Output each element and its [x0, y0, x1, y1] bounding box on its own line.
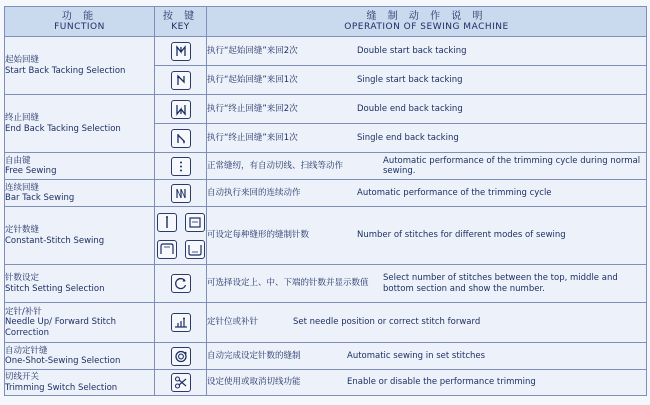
constant-stitch-operation: 可设定每种缝形的缝制针数 Number of stitches for different modes of sewing — [207, 207, 647, 265]
single-end-back-tack-icon[interactable] — [171, 129, 191, 148]
trimming-switch-key[interactable] — [155, 370, 207, 396]
scissors-icon[interactable] — [171, 373, 191, 392]
table-header-row — [5, 7, 647, 37]
constant-stitch-key-grid — [156, 212, 206, 260]
one-shot-sewing-icon[interactable] — [171, 347, 191, 366]
double-end-back-tack-icon[interactable] — [171, 100, 191, 119]
needle-position-icon[interactable] — [171, 313, 191, 332]
table-row — [5, 95, 647, 124]
bar-tack-icon[interactable] — [171, 184, 191, 203]
double-start-back-tack-icon[interactable] — [171, 42, 191, 61]
function-key-table — [4, 6, 647, 396]
start-back-tacking-function: 起始回缝 Start Back Tacking Selection — [5, 37, 155, 95]
one-shot-function: 自动定针缝 One-Shot-Sewing Selection — [5, 343, 155, 370]
free-sewing-icon[interactable] — [171, 157, 191, 176]
end-back-tacking-function: 终止回缝 End Back Tacking Selection — [5, 95, 155, 153]
bar-tack-key[interactable] — [155, 180, 207, 207]
table-row — [5, 37, 647, 66]
free-sewing-key[interactable] — [155, 153, 207, 180]
trimming-function: 切线开关 Trimming Switch Selection — [5, 370, 155, 396]
table-row — [5, 265, 647, 303]
straight-stitch-icon[interactable] — [157, 213, 177, 232]
bar-tack-function: 连续回缝 Bar Tack Sewing — [5, 180, 155, 207]
one-shot-sewing-key[interactable] — [155, 343, 207, 370]
needle-position-key[interactable] — [155, 303, 207, 343]
stitch-setting-operation: 可选择设定上、中、下端的针数并显示数值 Select number of stitches between the top, middle and bottom section and show the number. — [207, 265, 647, 303]
double-start-back-tack-operation: 执行“起始回缝”来回2次 Double start back tacking — [207, 37, 647, 66]
stitch-setting-function: 针数设定 Stitch Setting Selection — [5, 265, 155, 303]
free-sewing-operation: 正常缝纫，有自动切线、扫线等动作 Automatic performance of the trimming cycle during normal sewing. — [207, 153, 647, 180]
constant-stitch-keys — [155, 207, 207, 265]
trimming-operation: 设定使用或取消切线功能 Enable or disable the performance trimming — [207, 370, 647, 396]
table-row — [5, 153, 647, 180]
operation-header: 缝 制 动 作 说 明 OPERATION OF SEWING MACHINE — [207, 7, 647, 37]
single-start-back-tack-key[interactable] — [155, 66, 207, 95]
one-shot-operation: 自动完成设定针数的缝制 Automatic sewing in set stitches — [207, 343, 647, 370]
double-end-back-tack-key[interactable] — [155, 95, 207, 124]
double-end-back-tack-operation: 执行“终止回缝”来回2次 Double end back tacking — [207, 95, 647, 124]
needle-up-operation: 定针位或补针 Set needle position or correct stitch forward — [207, 303, 647, 343]
key-header: 按 键 KEY — [155, 7, 207, 37]
rectangle-stitch-icon[interactable] — [185, 213, 205, 232]
single-end-back-tack-operation: 执行“终止回缝”来回1次 Single end back tacking — [207, 124, 647, 153]
needle-up-function: 定针/补针 Needle Up/ Forward Stitch Correction — [5, 303, 155, 343]
table-row — [5, 207, 647, 265]
single-end-back-tack-key[interactable] — [155, 124, 207, 153]
constant-stitch-function: 定针数缝 Constant-Stitch Sewing — [5, 207, 155, 265]
m-pattern-stitch-icon[interactable] — [157, 240, 177, 259]
table-row — [5, 180, 647, 207]
table-row — [5, 370, 647, 396]
single-start-back-tack-icon[interactable] — [171, 71, 191, 90]
double-start-back-tack-key[interactable] — [155, 37, 207, 66]
w-pattern-stitch-icon[interactable] — [185, 240, 205, 259]
stitch-setting-cycle-icon[interactable] — [171, 274, 191, 293]
single-start-back-tack-operation: 执行“起始回缝”来回1次 Single start back tacking — [207, 66, 647, 95]
stitch-setting-key[interactable] — [155, 265, 207, 303]
free-sewing-function: 自由键 Free Sewing — [5, 153, 155, 180]
table-row — [5, 343, 647, 370]
bar-tack-operation: 自动执行来回的连续动作 Automatic performance of the trimming cycle — [207, 180, 647, 207]
function-header: 功 能 FUNCTION — [5, 7, 155, 37]
table-row — [5, 303, 647, 343]
